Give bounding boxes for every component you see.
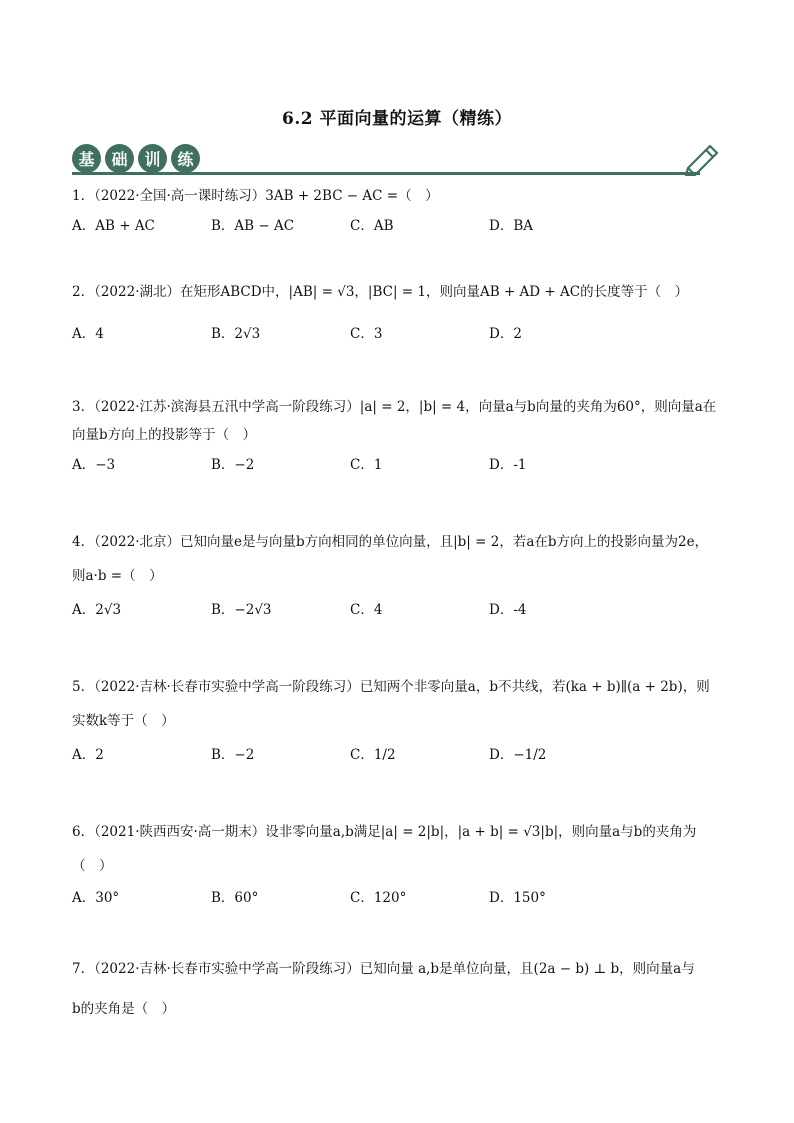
option-b: B．AB − AC xyxy=(211,218,295,234)
option-a: A．−3 xyxy=(72,457,116,473)
question-stem-cont: 实数k等于（ ） xyxy=(72,713,175,729)
section-badge: 础 xyxy=(105,144,134,173)
option-c: C．AB xyxy=(350,218,394,234)
option-a: A．2 xyxy=(72,747,104,763)
option-b: B．60° xyxy=(211,890,259,906)
question-3 xyxy=(72,393,722,479)
question-stem: 1．（2022·全国·高一课时练习）3AB + 2BC − AC =（ ） xyxy=(72,188,439,204)
section-badge: 训 xyxy=(138,144,167,173)
section-badge: 基 xyxy=(72,144,101,173)
option-b: B．−2√3 xyxy=(211,602,272,618)
section-badge: 练 xyxy=(171,144,200,173)
question-stem: 5．（2022·吉林·长春市实验中学高一阶段练习）已知两个非零向量a，b不共线，若(ka + b)∥(a + 2b)，则 xyxy=(72,679,710,695)
option-d: D．150° xyxy=(489,890,546,906)
option-c: C．3 xyxy=(350,326,383,342)
option-d: D．−1/2 xyxy=(489,747,547,763)
question-stem-cont: 向量b方向上的投影等于（ ） xyxy=(72,427,257,443)
option-b: B．2√3 xyxy=(211,326,261,342)
option-c: C．4 xyxy=(350,602,383,618)
question-stem-cont: b的夹角是（ ） xyxy=(72,1001,176,1017)
question-4 xyxy=(72,528,722,624)
page-title: 6.2 平面向量的运算（精练） xyxy=(282,109,512,129)
option-c: C．120° xyxy=(350,890,407,906)
question-stem: 6．（2021·陕西西安·高一期末）设非零向量a,b满足|a| = 2|b|，|a + b| = √3|b|，则向量a与b的夹角为 xyxy=(72,824,697,840)
pencil-icon xyxy=(682,138,722,176)
question-2 xyxy=(72,278,722,348)
question-stem: 2．（2022·湖北）在矩形ABCD中，|AB| = √3，|BC| = 1，则向量AB + AD + AC的长度等于（ ） xyxy=(72,284,689,300)
option-a: A．AB + AC xyxy=(72,218,155,234)
option-c: C．1/2 xyxy=(350,747,396,763)
question-stem: 4．（2022·北京）已知向量e是与向量b方向相同的单位向量，且|b| = 2，若a在b方向上的投影向量为2e， xyxy=(72,534,709,550)
option-d: D．2 xyxy=(489,326,522,342)
question-6 xyxy=(72,818,722,912)
question-5 xyxy=(72,673,722,769)
question-stem: 7．（2022·吉林·长春市实验中学高一阶段练习）已知向量 a,b是单位向量，且(2a − b) ⊥ b，则向量a与 xyxy=(72,961,695,977)
option-d: D．BA xyxy=(489,218,533,234)
option-d: D．-1 xyxy=(489,457,527,473)
question-stem: 3．（2022·江苏·滨海县五汛中学高一阶段练习）|a| = 2，|b| = 4，向量a与b向量的夹角为60°，则向量a在 xyxy=(72,399,717,415)
option-a: A．4 xyxy=(72,326,104,342)
option-b: B．−2 xyxy=(211,457,255,473)
section-banner xyxy=(72,142,722,178)
option-a: A．30° xyxy=(72,890,120,906)
question-1 xyxy=(72,182,722,240)
option-b: B．−2 xyxy=(211,747,255,763)
question-stem-cont: 则a·b =（ ） xyxy=(72,568,163,584)
section-rule xyxy=(72,172,700,175)
option-d: D．-4 xyxy=(489,602,527,618)
option-c: C．1 xyxy=(350,457,383,473)
option-a: A．2√3 xyxy=(72,602,122,618)
question-stem-cont: （ ） xyxy=(72,858,113,874)
question-7 xyxy=(72,955,722,1023)
